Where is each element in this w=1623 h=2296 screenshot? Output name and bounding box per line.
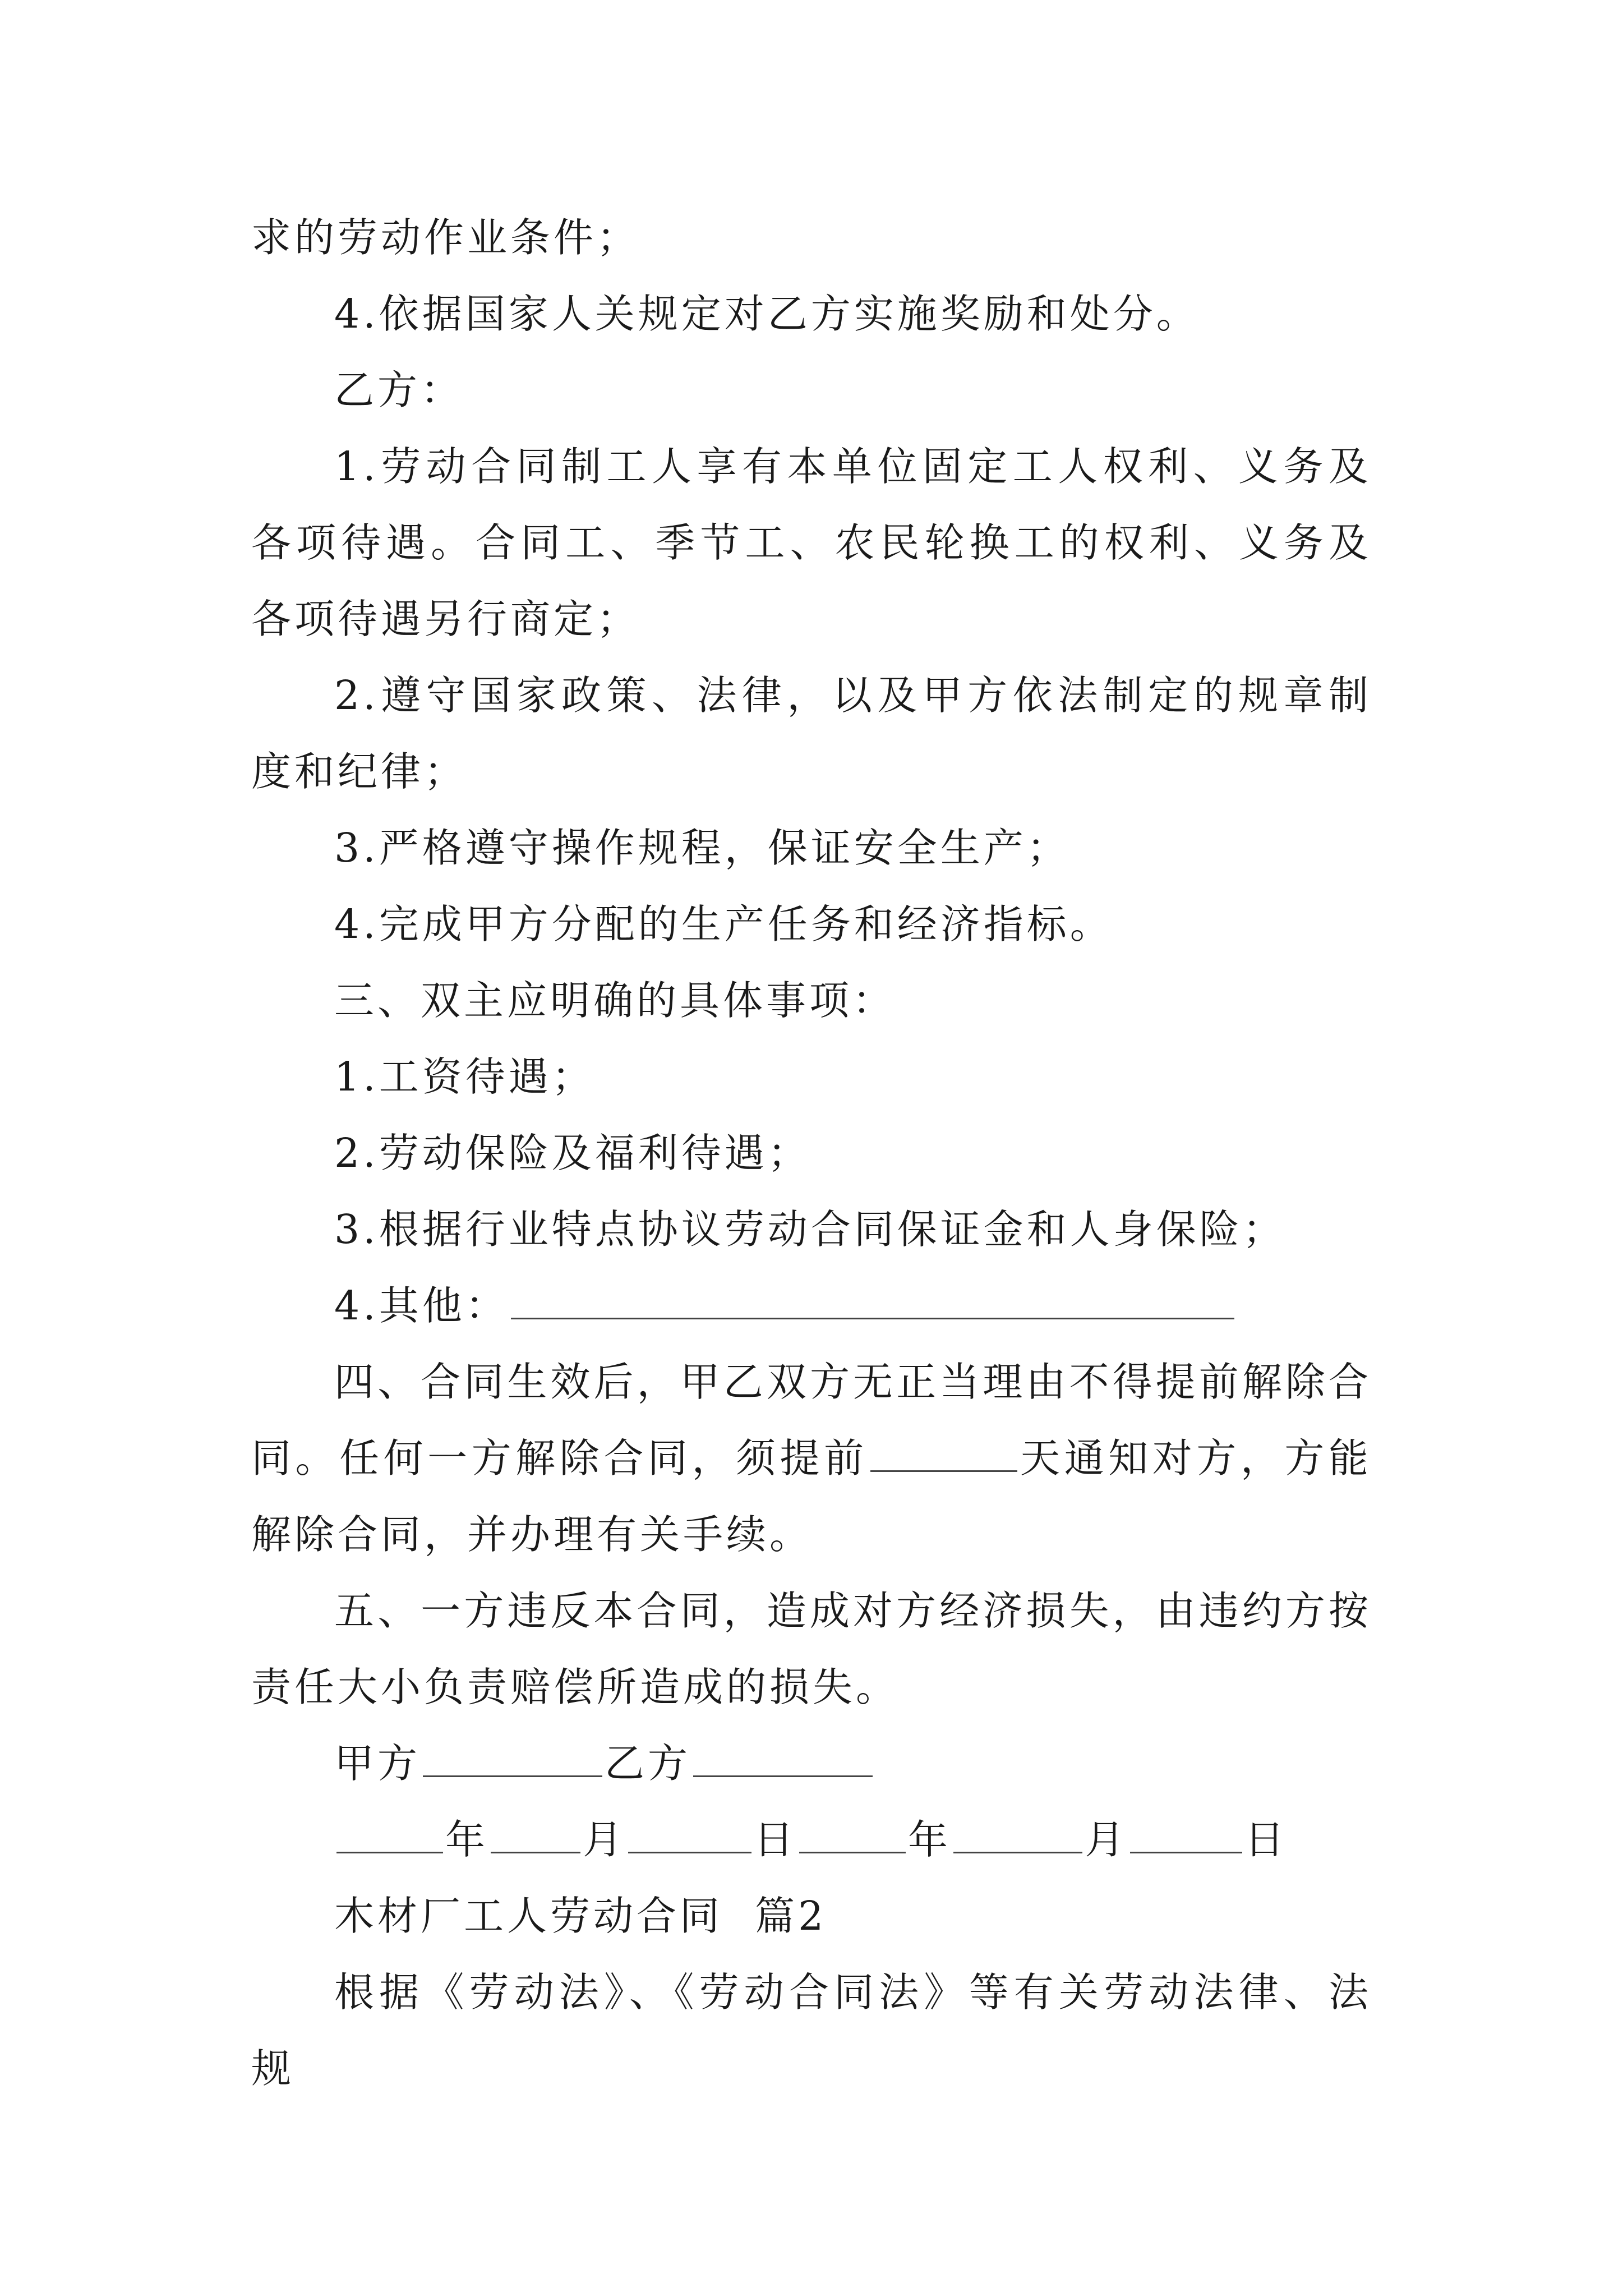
section-4-text-a: 四、合同生效后，甲乙双方无正当理由不得提前解除合同。任何一方解除合同，须提前 (251, 1359, 1372, 1481)
month-blank-1[interactable] (491, 1807, 580, 1853)
paragraph-section-3-item-2: 2.劳动保险及福利待遇； (334, 1130, 811, 1176)
month-label-1: 月 (583, 1816, 626, 1863)
paragraph-party-b-item-2: 2.遵守国家政策、法律，以及甲方依法制定的规章制度和纪律； (251, 672, 1372, 795)
heading-party-b: 乙方： (334, 367, 464, 413)
paragraph-conditions-end: 求的劳动作业条件； (251, 214, 640, 261)
paragraph-party-a-item-4: 4.依据国家人关规定对乙方实施奖励和处分。 (334, 291, 1200, 337)
other-label: 4.其他： (334, 1282, 509, 1329)
signature-line (251, 1726, 1372, 1802)
paragraph-section-3-item-3: 3.根据行业特点协议劳动合同保证金和人身保险； (334, 1206, 1286, 1253)
document-body (251, 200, 1372, 2107)
paragraph-section-5: 五、一方违反本合同，造成对方经济损失，由违约方按责任大小负责赔偿所造成的损失。 (251, 1588, 1372, 1710)
paragraph-party-b-item-4: 4.完成甲方分配的生产任务和经济指标。 (334, 901, 1113, 947)
year-blank-1[interactable] (336, 1807, 443, 1853)
date-line (251, 1802, 1372, 1878)
paragraph-section-4 (251, 1344, 1372, 1573)
day-blank-1[interactable] (628, 1807, 751, 1853)
section-4-text-b: 天通知对方，方能解除合同，并办理有关手续。 (251, 1435, 1372, 1558)
year-label-2: 年 (908, 1816, 952, 1863)
party-b-label: 乙方 (605, 1740, 691, 1787)
heading-section-3: 三、双主应明确的具体事项： (334, 977, 896, 1024)
paragraph-party-b-item-3: 3.严格遵守操作规程，保证安全生产； (334, 825, 1070, 871)
day-label-2: 日 (1244, 1816, 1288, 1863)
party-b-signature-field[interactable] (693, 1731, 873, 1777)
month-label-2: 月 (1085, 1816, 1128, 1863)
paragraph-contract-2-intro: 根据《劳动法》、《劳动合同法》等有关劳动法律、法规 (251, 1969, 1372, 2092)
month-blank-2[interactable] (953, 1807, 1082, 1853)
year-label-1: 年 (445, 1816, 489, 1863)
other-blank-field[interactable] (511, 1273, 1234, 1319)
notice-days-blank-field[interactable] (870, 1425, 1017, 1472)
day-blank-2[interactable] (1130, 1807, 1242, 1853)
paragraph-section-3-item-4 (251, 1268, 1372, 1344)
party-a-signature-field[interactable] (423, 1731, 602, 1777)
paragraph-section-3-item-1: 1.工资待遇； (334, 1053, 595, 1100)
paragraph-party-b-item-1: 1.劳动合同制工人享有本单位固定工人权利、义务及各项待遇。合同工、季节工、农民轮换工的权利、义务及各项待遇另行商定； (251, 443, 1372, 642)
section-title-contract-2: 木材厂工人劳动合同 篇2 (334, 1893, 827, 1939)
party-a-label: 甲方 (334, 1740, 421, 1787)
year-blank-2[interactable] (799, 1807, 906, 1853)
day-label-1: 日 (754, 1816, 797, 1863)
